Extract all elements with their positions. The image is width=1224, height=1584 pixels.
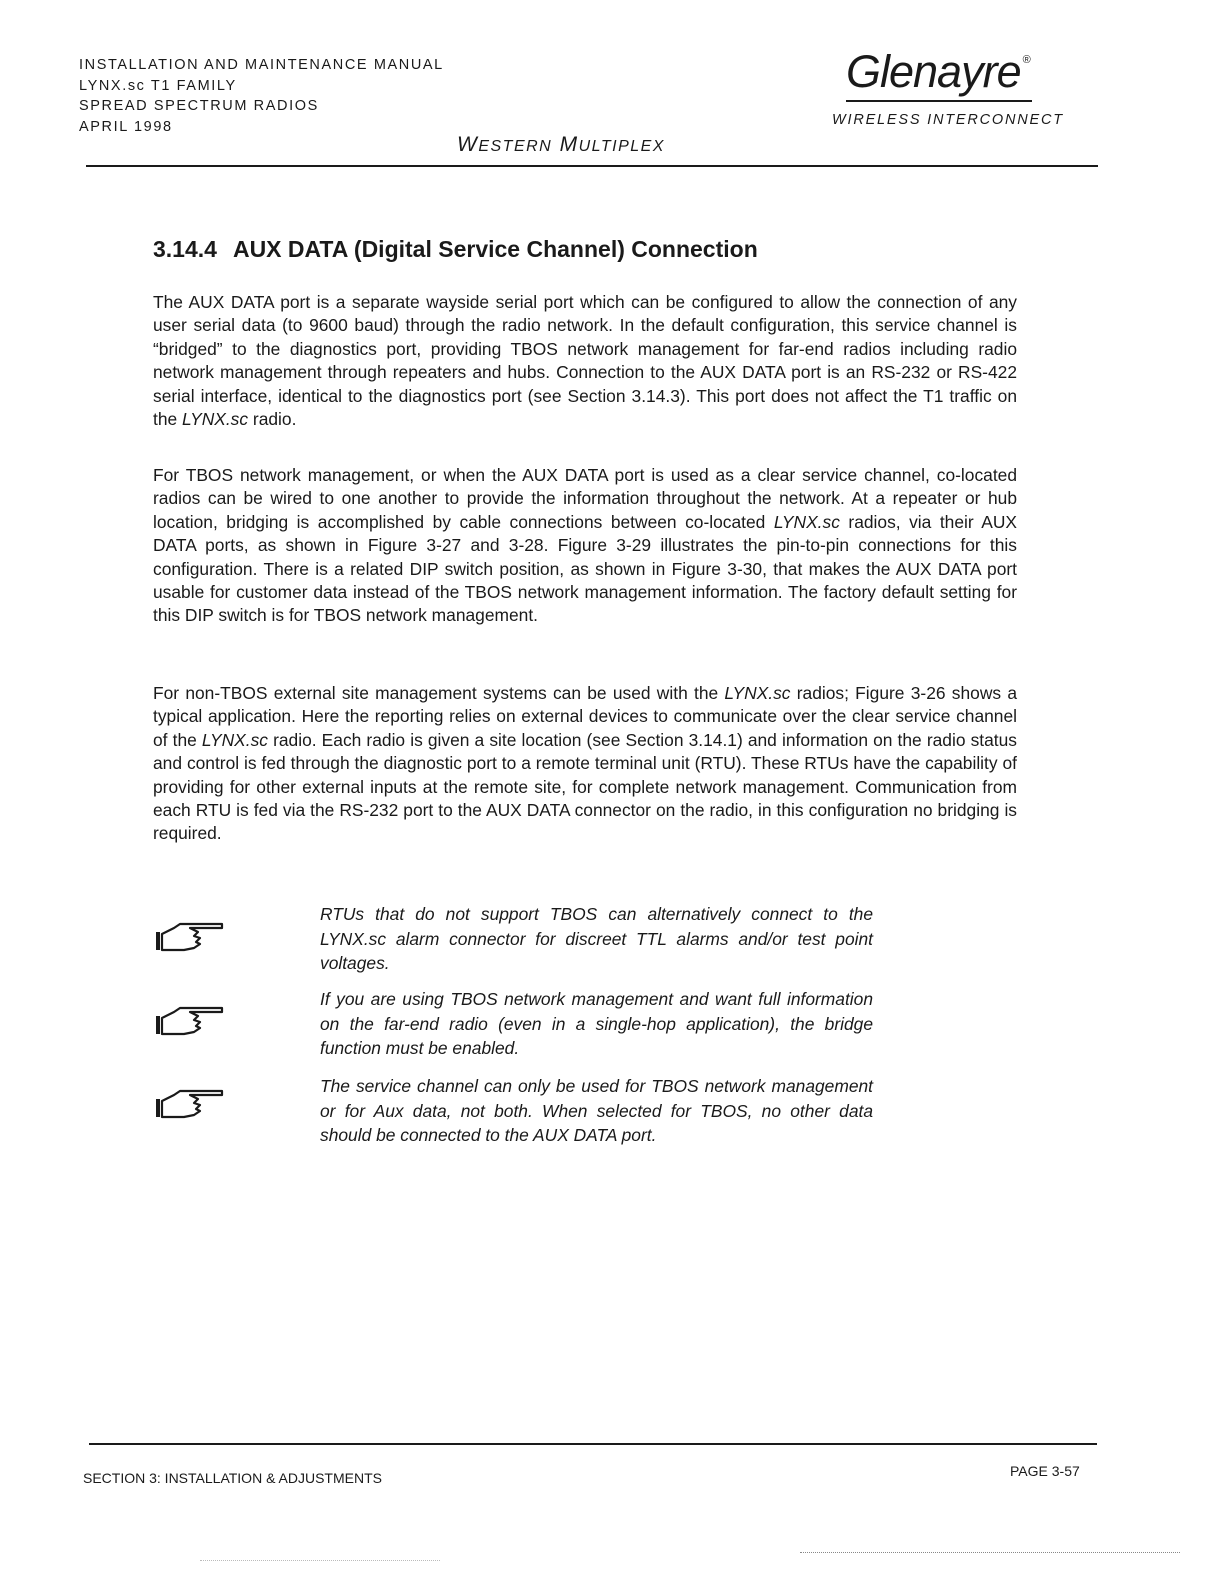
paragraph-non-tbos-management: For non-TBOS external site management systems can be used with the LYNX.sc radios; Figure 3-26 shows a typical application. Here the reporting relies on external devices to communicate over the clear service channel of the LYNX.sc radio. Each radio is given a site location (see Section 3.14.1) and information on the radio status and control is fed through the diagnostic port to a remote terminal unit (RTU). These RTUs have the capability of providing for other external inputs at the remote site, for complete network management. Communication from each RTU is fed via the RS-232 port to the AUX DATA connector on the radio, in this configuration no bridging is required. xyxy=(153,683,1018,844)
header-rule xyxy=(86,165,1098,167)
pointing-hand-icon xyxy=(154,1004,226,1038)
publish-date: APRIL 1998 xyxy=(79,118,173,135)
section-heading xyxy=(153,236,758,263)
registered-mark: ® xyxy=(1022,54,1030,66)
brand-tagline: WIRELESS INTERCONNECT xyxy=(832,112,1064,128)
manual-title: INSTALLATION AND MAINTENANCE MANUAL xyxy=(79,57,444,73)
product-family: LYNX.sc T1 FAMILY xyxy=(79,77,237,94)
note-rtu-alarm-connector: RTUs that do not support TBOS can alternatively connect to the LYNX.sc alarm connector for discreet TTL alarms and/or test point voltages. xyxy=(320,904,873,973)
section-title: AUX DATA (Digital Service Channel) Connection xyxy=(232,236,758,262)
pointing-hand-icon xyxy=(154,1087,226,1121)
product-type: SPREAD SPECTRUM RADIOS xyxy=(79,98,319,114)
scan-artifact xyxy=(800,1552,1180,1557)
scan-artifact xyxy=(200,1560,440,1563)
logo-underline xyxy=(846,100,1032,102)
pointing-hand-icon xyxy=(154,920,226,954)
footer-rule xyxy=(89,1443,1097,1445)
paragraph-aux-data-overview: The AUX DATA port is a separate wayside serial port which can be configured to allow the connection of any user serial data (to 9600 baud) through the radio network. In the default configuration, this service channel is “bridged” to the diagnostics port, providing TBOS network management for far-end radios including radio network management through repeaters and hubs. Connection to the AUX DATA port is an RS-232 or RS-422 serial interface, identical to the diagnostics port (see Section 3.14.3). This port does not affect the T1 traffic on the LYNX.sc radio. xyxy=(153,292,1017,430)
page-number: PAGE 3-57 xyxy=(1010,1463,1080,1479)
note-service-channel-exclusive: The service channel can only be used for TBOS network management or for Aux data, not both. When selected for TBOS, no other data should be connected to the AUX DATA port. xyxy=(320,1076,873,1145)
section-number: 3.14.4 xyxy=(153,236,217,262)
paragraph-tbos-bridging: For TBOS network management, or when the AUX DATA port is used as a clear service channel, co-located radios can be wired to one another to provide the information throughout the network. At a repeater or hub location, bridging is accomplished by cable connections between co-located LYNX.sc radios, via their AUX DATA ports, as shown in Figure 3-27 and 3-28. Figure 3-29 illustrates the pin-to-pin connections for this configuration. There is a related DIP switch position, as shown in Figure 3-30, that makes the AUX DATA port usable for customer data instead of the TBOS network management information. The factory default setting for this DIP switch is for TBOS network management. xyxy=(153,465,1017,626)
manual-header xyxy=(79,55,444,137)
note-bridge-function: If you are using TBOS network management and want full information on the far-end radio (even in a single-hop application), the bridge function must be enabled. xyxy=(320,989,873,1058)
glenayre-logo: Glenayre ® xyxy=(846,46,1030,97)
footer-section: SECTION 3: INSTALLATION & ADJUSTMENTS xyxy=(83,1470,382,1486)
company-name: WESTERN MULTIPLEX xyxy=(457,133,665,156)
